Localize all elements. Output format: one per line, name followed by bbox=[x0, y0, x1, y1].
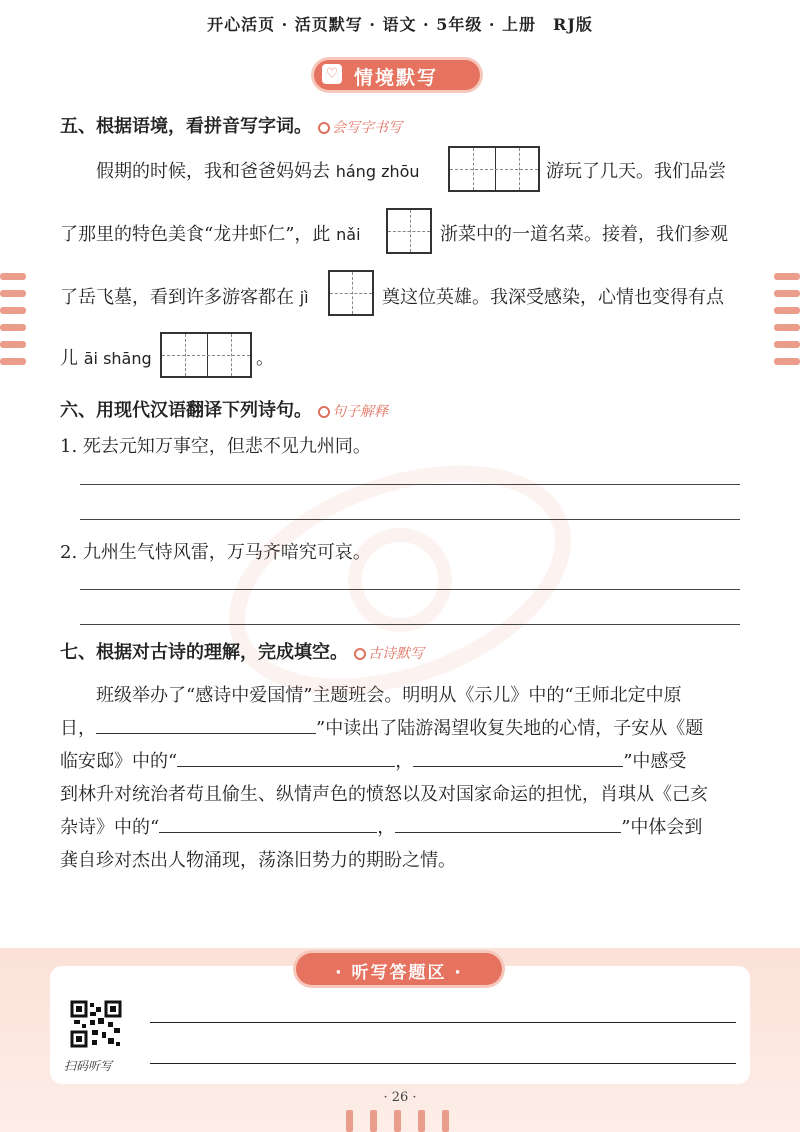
s5-line2-post: 浙菜中的一道名菜。接着，我们参观 bbox=[440, 224, 728, 245]
section-banner bbox=[314, 60, 480, 90]
pinyin-aishang: āi shāng bbox=[83, 349, 152, 368]
section7-tag: 古诗默写 bbox=[354, 646, 424, 662]
section7-title bbox=[60, 638, 424, 664]
s5-line4-pre: 儿 āi shāng bbox=[60, 348, 152, 369]
section6-tag: 句子解释 bbox=[318, 404, 388, 420]
blank-field[interactable] bbox=[159, 814, 377, 833]
qr-code-icon[interactable] bbox=[68, 998, 124, 1050]
answer-line[interactable] bbox=[80, 484, 740, 485]
blank-field[interactable] bbox=[413, 748, 623, 767]
s7-line5: 杂诗》中的“ ， ”中体会到 bbox=[60, 813, 702, 839]
flower-icon bbox=[318, 406, 330, 418]
answer-line[interactable] bbox=[80, 624, 740, 625]
s5-line2-pre: 了那里的特色美食“龙井虾仁”，此 nǎi bbox=[60, 224, 361, 245]
section5-title-text: 五、根据语境，看拼音写字词。 bbox=[60, 116, 312, 137]
section6-title bbox=[60, 396, 388, 422]
s7-line3: 临安邸》中的“ ， ”中感受 bbox=[60, 747, 686, 773]
char-box-ji[interactable] bbox=[328, 270, 374, 316]
dictation-banner bbox=[296, 953, 502, 985]
s6-question1: 1. 死去元知万事空，但悲不见九州同。 bbox=[60, 436, 371, 457]
dictation-line[interactable] bbox=[150, 1063, 736, 1064]
flower-icon bbox=[354, 648, 366, 660]
s5-line4-post: 。 bbox=[256, 348, 274, 369]
blank-field[interactable] bbox=[96, 715, 316, 734]
dictation-banner-label: · 听写答题区 · bbox=[335, 963, 463, 983]
section5-tag: 会写字书写 bbox=[318, 120, 402, 136]
s5-line3-post: 奠这位英雄。我深受感染，心情也变得有点 bbox=[382, 287, 724, 308]
pinyin-nai: nǎi bbox=[336, 225, 361, 244]
banner-label: 情境默写 bbox=[354, 67, 439, 89]
flower-icon bbox=[318, 122, 330, 134]
section5-title bbox=[60, 112, 402, 138]
pinyin-ji: jì bbox=[299, 288, 309, 307]
scan-label: 扫码听写 bbox=[64, 1059, 113, 1073]
section6-title-text: 六、用现代汉语翻译下列诗句。 bbox=[60, 400, 312, 421]
page-number: · 26 · bbox=[383, 1090, 417, 1105]
page-header: 开心活页 · 活页默写 · 语文 · 5年级 · 上册 RJ版 bbox=[207, 15, 593, 34]
heart-icon: ♡ bbox=[322, 64, 342, 84]
blank-field[interactable] bbox=[395, 814, 621, 833]
s7-line4: 到林升对统治者苟且偷生、纵情声色的愤怒以及对国家命运的担忧，肖琪从《己亥 bbox=[60, 784, 708, 805]
dictation-line[interactable] bbox=[150, 1022, 736, 1023]
char-box-aishang[interactable] bbox=[160, 332, 252, 378]
s7-line1: 班级举办了“感诗中爱国情”主题班会。明明从《示儿》中的“王师北定中原 bbox=[96, 685, 682, 706]
char-box-nai[interactable] bbox=[386, 208, 432, 254]
answer-line[interactable] bbox=[80, 589, 740, 590]
s5-line1-post: 游玩了几天。我们品尝 bbox=[546, 161, 726, 182]
s7-line6: 龚自珍对杰出人物涌现，荡涤旧势力的期盼之情。 bbox=[60, 850, 456, 871]
pinyin-hangzhou: háng zhōu bbox=[335, 162, 420, 181]
blank-field[interactable] bbox=[177, 748, 395, 767]
section7-title-text: 七、根据对古诗的理解，完成填空。 bbox=[60, 642, 348, 663]
s6-question2: 2. 九州生气恃风雷，万马齐喑究可哀。 bbox=[60, 542, 371, 563]
answer-line[interactable] bbox=[80, 519, 740, 520]
char-box-hangzhou[interactable] bbox=[448, 146, 540, 192]
s7-line2: 日， ”中读出了陆游渴望收复失地的心情，子安从《题 bbox=[60, 714, 703, 740]
s5-line3-pre: 了岳飞墓，看到许多游客都在 jì bbox=[60, 287, 309, 308]
s5-line1-pre: 假期的时候，我和爸爸妈妈去 háng zhōu bbox=[96, 161, 420, 182]
